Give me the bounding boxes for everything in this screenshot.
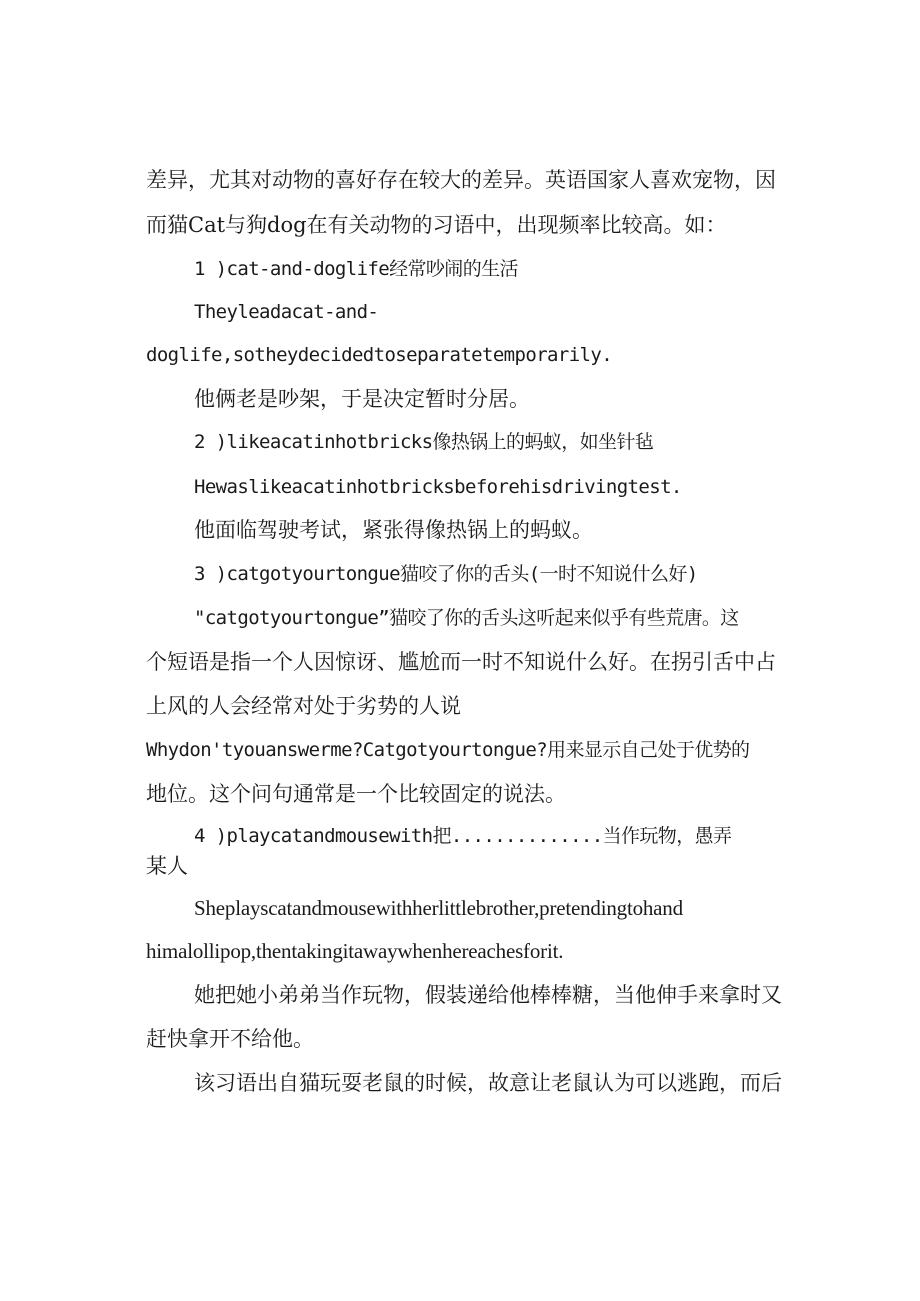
text-line: 该习语出自猫玩耍老鼠的时候，故意让老鼠认为可以逃跑，而后 [194, 1071, 782, 1095]
example-sentence: doglife,sotheydecidedtoseparatetemporarily. [146, 344, 613, 366]
text-line: Whydon'tyouanswerme?Catgotyourtongue?用来显示自己处于优势的 [146, 739, 750, 761]
example-sentence: Hewaslikeacatinhotbricksbeforehisdrivingtest. [194, 476, 682, 498]
example-sentence: himalollipop,thentakingitawaywhenhereachesforit. [146, 939, 564, 963]
translation: 她把她小弟弟当作玩物，假装递给他棒棒糖，当他伸手来拿时又 [194, 983, 782, 1007]
translation: 他俩老是吵架，于是决定暂时分居。 [194, 387, 530, 411]
translation: 赶快拿开不给他。 [146, 1027, 314, 1051]
list-item-heading: 4 )playcatandmousewith把..............当作玩物，愚弄 [194, 825, 732, 847]
list-item-heading: 3 )catgotyourtongue猫咬了你的舌头(一时不知说什么好) [194, 563, 698, 585]
text-line: 而猫Cat与狗dog在有关动物的习语中，出现频率比较高。如： [146, 213, 727, 237]
text-line: 个短语是指一个人因惊讶、尴尬而一时不知说什么好。在拐引舌中占 [146, 650, 776, 674]
list-item-heading: 2 )likeacatinhotbricks像热锅上的蚂蚁，如坐针毡 [194, 431, 654, 453]
example-sentence: Sheplayscatandmousewithherlittlebrother,pretendingtohand [194, 896, 683, 920]
text-line: 地位。这个问句通常是一个比较固定的说法。 [146, 782, 566, 806]
example-sentence: Theyleadacat-and- [194, 301, 379, 323]
text-line: 某人 [146, 854, 188, 878]
translation: 他面临驾驶考试，紧张得像热锅上的蚂蚁。 [194, 518, 593, 542]
text-line: 上风的人会经常对处于劣势的人说 [146, 694, 461, 718]
text-line: "catgotyourtongue”猫咬了你的舌头这听起来似乎有些荒唐。这 [194, 607, 739, 629]
list-item-heading: 1 )cat-and-doglife经常吵闹的生活 [194, 258, 518, 280]
text-line: 差异，尤其对动物的喜好存在较大的差异。英语国家人喜欢宠物，因 [146, 168, 776, 192]
